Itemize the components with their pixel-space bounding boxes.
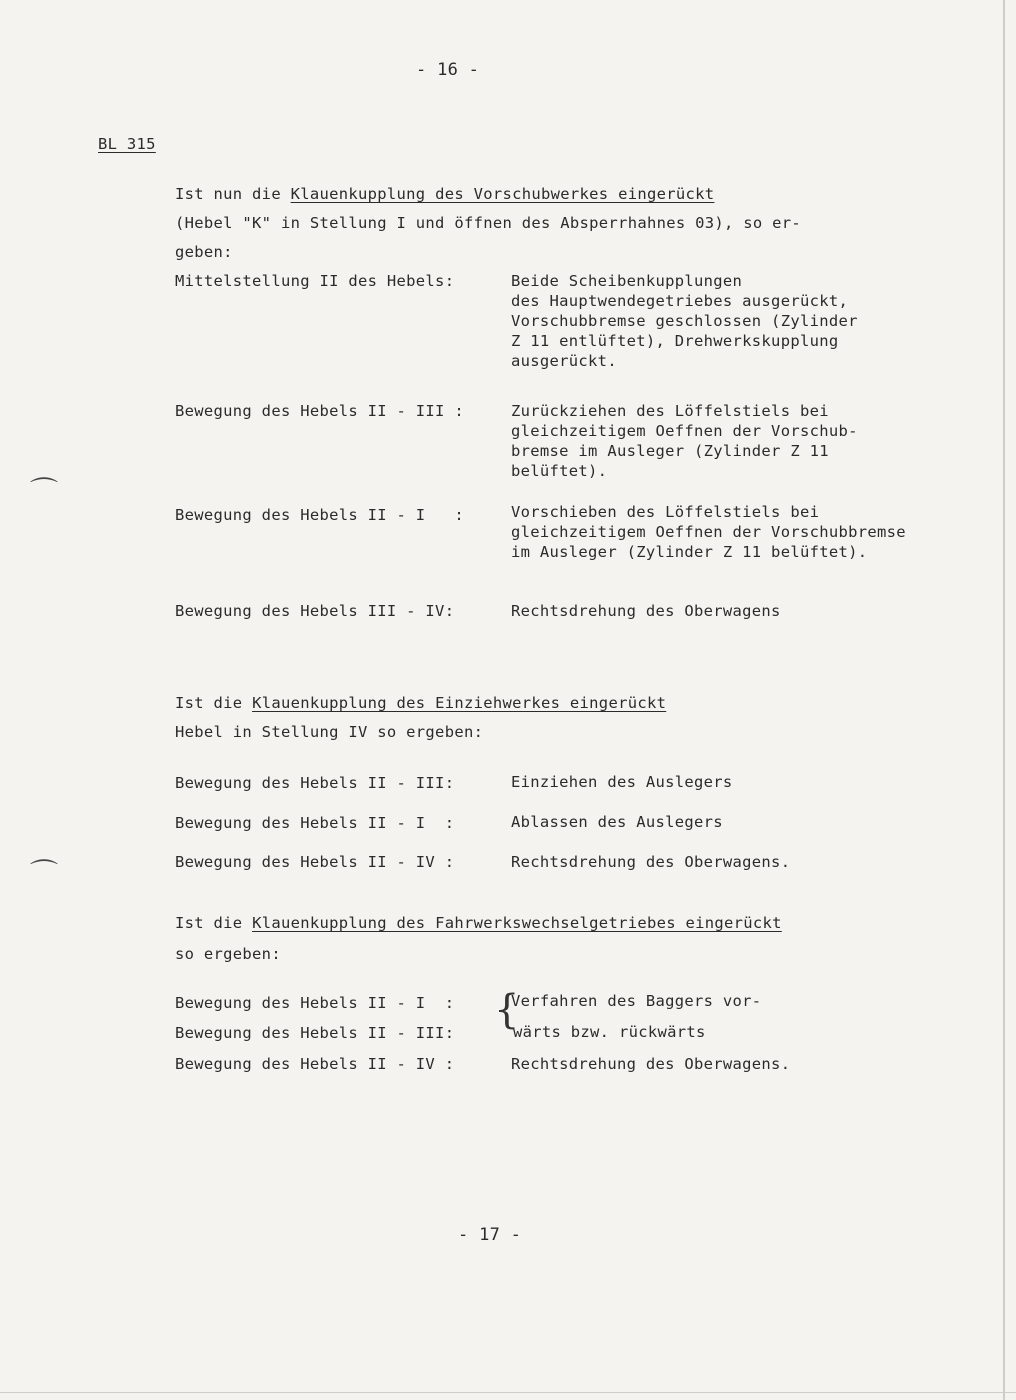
section2-intro-line1 (175, 693, 666, 713)
section3-intro-line1 (175, 913, 782, 933)
section2-intro-underlined: Klauenkupplung des Einziehwerkes eingerückt (252, 694, 667, 712)
section3-intro-text: Ist die (175, 914, 253, 932)
page-edge-bottom (0, 1392, 1016, 1393)
section1-row4-line: Rechtsdrehung des Oberwagens (511, 602, 781, 620)
section1-row2-label: Bewegung des Hebels II - III : (175, 402, 464, 420)
punch-hole-mark-icon: ⌒ (30, 475, 59, 508)
section1-intro-text: Ist nun die (175, 185, 291, 203)
section1-row2-line: bremse im Ausleger (Zylinder Z 11 (511, 442, 829, 460)
page-edge (1003, 0, 1005, 1400)
section1-row3-line: Vorschieben des Löffelstiels bei (511, 503, 820, 521)
section1-row1-line: Beide Scheibenkupplungen (511, 272, 743, 290)
section1-row2-line: gleichzeitigem Oeffnen der Vorschub- (511, 422, 858, 440)
section2-row-text: Einziehen des Auslegers (511, 773, 733, 791)
brace-icon: { (494, 987, 520, 1033)
section1-row3-line: gleichzeitigem Oeffnen der Vorschubbremse (511, 523, 906, 541)
section2-intro-text: Ist die (175, 694, 253, 712)
section3-intro-underlined: Klauenkupplung des Fahrwerkswechselgetriebes eingerückt (252, 914, 782, 932)
section3-row-text: Rechtsdrehung des Oberwagens. (511, 1055, 791, 1073)
section2-row-text: Rechtsdrehung des Oberwagens. (511, 853, 791, 871)
next-page-number: - 17 - (458, 1225, 522, 1245)
section1-intro-line1 (175, 184, 714, 204)
section1-intro-underlined: Klauenkupplung des Vorschubwerkes eingerückt (290, 185, 715, 203)
section3-row-text: Verfahren des Baggers vor- (511, 992, 762, 1010)
section2-row-label: Bewegung des Hebels II - I : (175, 814, 455, 832)
section3-intro-line2: so ergeben: (175, 945, 281, 963)
section1-intro-line2: (Hebel "K" in Stellung I und öffnen des Absperrhahnes 03), so er- (175, 214, 802, 232)
section1-row1-line: des Hauptwendegetriebes ausgerückt, (511, 292, 849, 310)
section1-row1-line: ausgerückt. (511, 352, 617, 370)
section1-row2-line: Zurückziehen des Löffelstiels bei (511, 402, 829, 420)
section3-row-label: Bewegung des Hebels II - I : (175, 994, 455, 1012)
section3-row-label: Bewegung des Hebels II - III: (175, 1024, 455, 1042)
section2-row-label: Bewegung des Hebels II - IV : (175, 853, 455, 871)
page-number: - 16 - (416, 60, 480, 80)
section2-row-text: Ablassen des Auslegers (511, 813, 723, 831)
section2-row-label: Bewegung des Hebels II - III: (175, 774, 455, 792)
section1-intro-line3: geben: (175, 243, 233, 261)
punch-hole-mark-icon: ⌒ (30, 857, 59, 890)
section1-row3-line: im Ausleger (Zylinder Z 11 belüftet). (511, 543, 868, 561)
section3-row-label: Bewegung des Hebels II - IV : (175, 1055, 455, 1073)
section1-row2-line: belüftet). (511, 462, 608, 480)
section3-row-text: wärts bzw. rückwärts (513, 1023, 706, 1041)
section1-row1-line: Vorschubbremse geschlossen (Zylinder (511, 312, 858, 330)
section2-intro-line2: Hebel in Stellung IV so ergeben: (175, 723, 484, 741)
section1-row1-label: Mittelstellung II des Hebels: (175, 272, 455, 290)
document-reference: BL 315 (98, 135, 156, 153)
section1-row1-line: Z 11 entlüftet), Drehwerkskupplung (511, 332, 839, 350)
section1-row3-label: Bewegung des Hebels II - I : (175, 506, 464, 524)
section1-row4-label: Bewegung des Hebels III - IV: (175, 602, 455, 620)
